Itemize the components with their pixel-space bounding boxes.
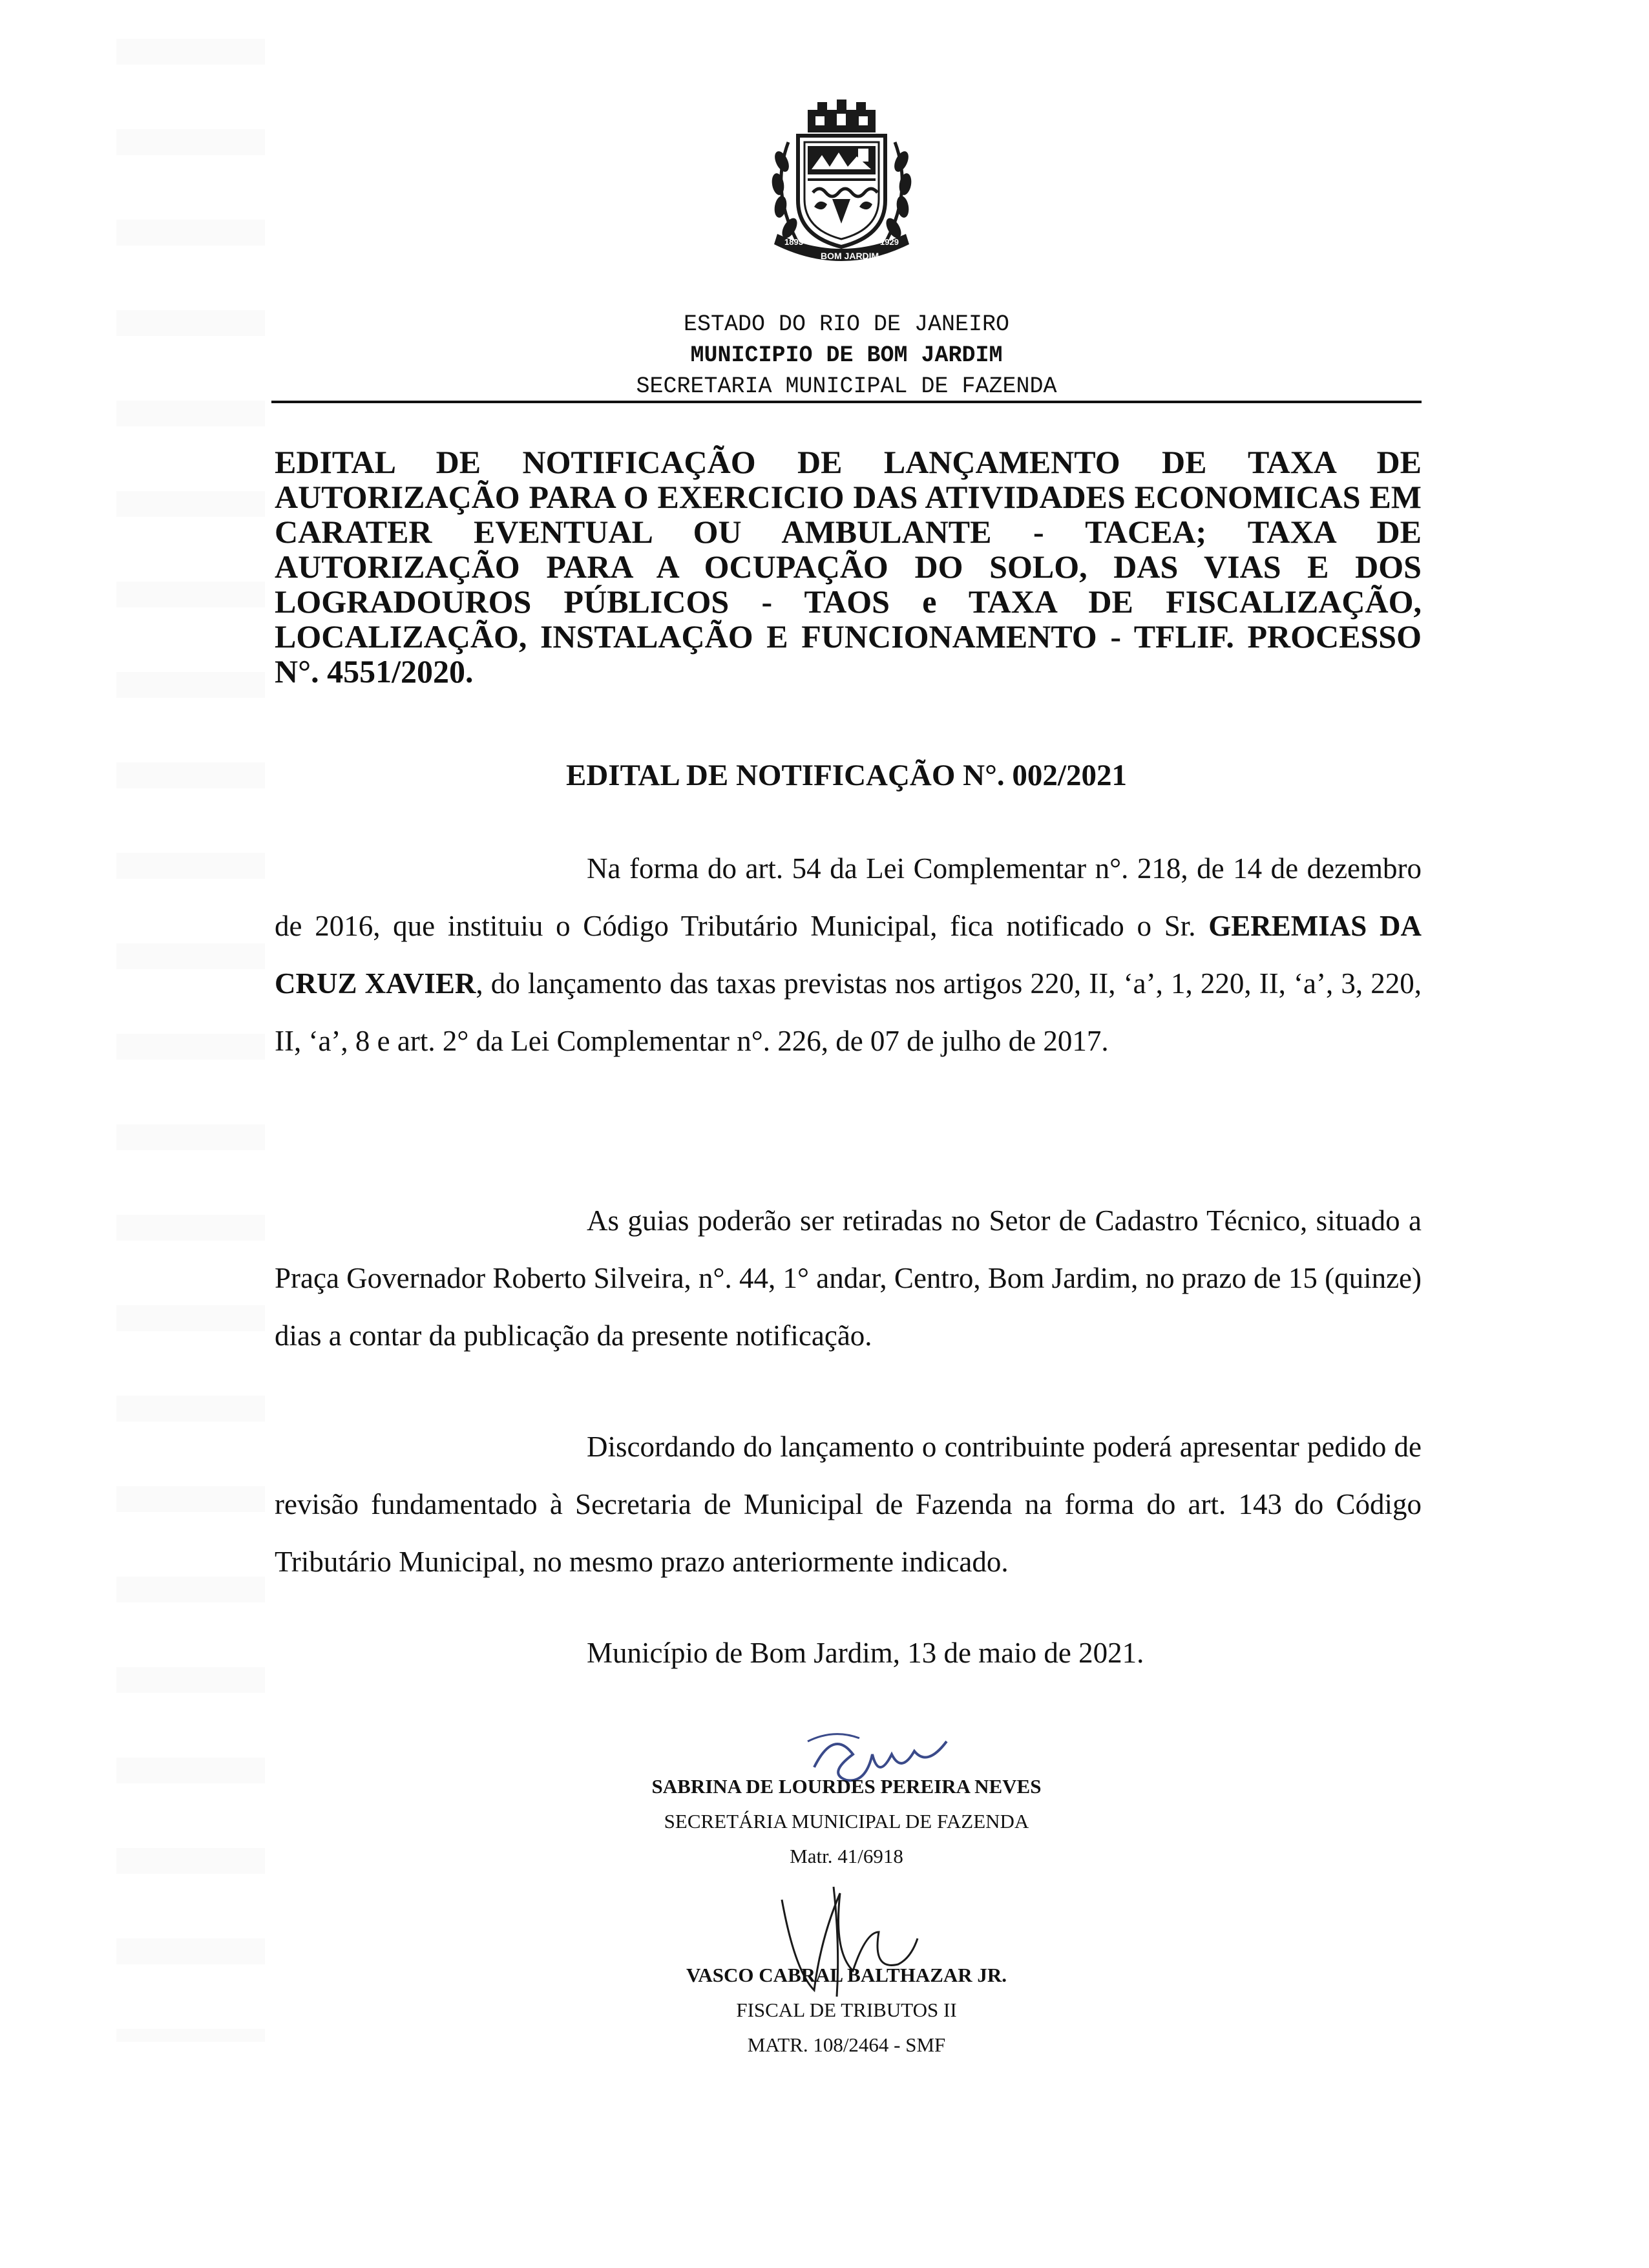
signatory-2 (582, 1958, 1111, 2063)
paragraph-appeal: Discordando do lançamento o contribuinte poderá apresentar pedido de revisão fundamentado à Secretaria de Municipal de Fazenda na forma do art. 143 do Código Tributário Municipal, no mesmo prazo anteriormente indicado. (275, 1431, 1422, 1578)
paragraph-notification-text-a: Na forma do art. 54 da Lei Complementar n°. 218, de 14 de dezembro de 2016, que instituiu o Código Tributário Municipal, fica notificado o Sr. (275, 852, 1422, 942)
letterhead (271, 309, 1422, 402)
paragraph-notification-text-b: , do lançamento das taxas previstas nos artigos 220, II, ‘a’, 1, 220, II, ‘a’, 3, 220, II, ‘a’, 8 e art. 2° da Lei Complementar n°. 226, de 07 de julho de 2017. (275, 967, 1422, 1057)
crest-ribbon-text: BOM JARDIM (821, 251, 879, 261)
municipality-name: MUNICIPIO DE BOM JARDIM (690, 342, 1003, 368)
state-name: ESTADO DO RIO DE JANEIRO (683, 311, 1010, 337)
signatory-2-role: FISCAL DE TRIBUTOS II (736, 1999, 957, 2021)
header-divider (271, 401, 1422, 403)
signatory-1-registration: Matr. 41/6918 (790, 1845, 903, 1867)
signatory-2-registration: MATR. 108/2464 - SMF (747, 2033, 946, 2056)
paragraph-payment-slips: As guias poderão ser retiradas no Setor de Cadastro Técnico, situado a Praça Governador Roberto Silveira, n°. 44, 1° andar, Centro, Bom Jardim, no prazo de 15 (quinze) dias a contar da publicação da presente notificação. (275, 1204, 1422, 1352)
signatory-1 (582, 1769, 1111, 1874)
taxpayer-name: GEREMIAS DA CRUZ XAVIER (275, 910, 1422, 1000)
signatory-1-role: SECRETÁRIA MUNICIPAL DE FAZENDA (664, 1810, 1029, 1832)
department-name: SECRETARIA MUNICIPAL DE FAZENDA (636, 373, 1057, 399)
paragraph-notification (275, 840, 1422, 1070)
document-title: EDITAL DE NOTIFICAÇÃO DE LANÇAMENTO DE TAXA DE AUTORIZAÇÃO PARA O EXERCICIO DAS ATIVIDADES ECONOMICAS EM CARATER EVENTUAL OU AMBULANTE - TACEA; TAXA DE AUTORIZAÇÃO PARA A OCUPAÇÃO DO SOLO, DAS VIAS E DOS LOGRADOUROS PÚBLICOS - TAOS e TAXA DE FISCALIZAÇÃO, LOCALIZAÇÃO, INSTALAÇÃO E FUNCIONAMENTO - TFLIF. PROCESSO N°. 4551/2020. (275, 444, 1422, 689)
notice-number: EDITAL DE NOTIFICAÇÃO N°. 002/2021 (566, 759, 1127, 792)
signatory-2-name: VASCO CABRAL BALTHAZAR JR. (686, 1964, 1007, 1986)
signatory-1-name: SABRINA DE LOURDES PEREIRA NEVES (651, 1775, 1042, 1798)
crest-year-left: 1893 (784, 237, 803, 247)
municipal-crest-icon (762, 97, 921, 275)
crest-year-right: 1929 (880, 237, 899, 247)
scan-bleed-through (116, 39, 265, 2042)
place-and-date: Município de Bom Jardim, 13 de maio de 2021. (587, 1637, 1144, 1669)
